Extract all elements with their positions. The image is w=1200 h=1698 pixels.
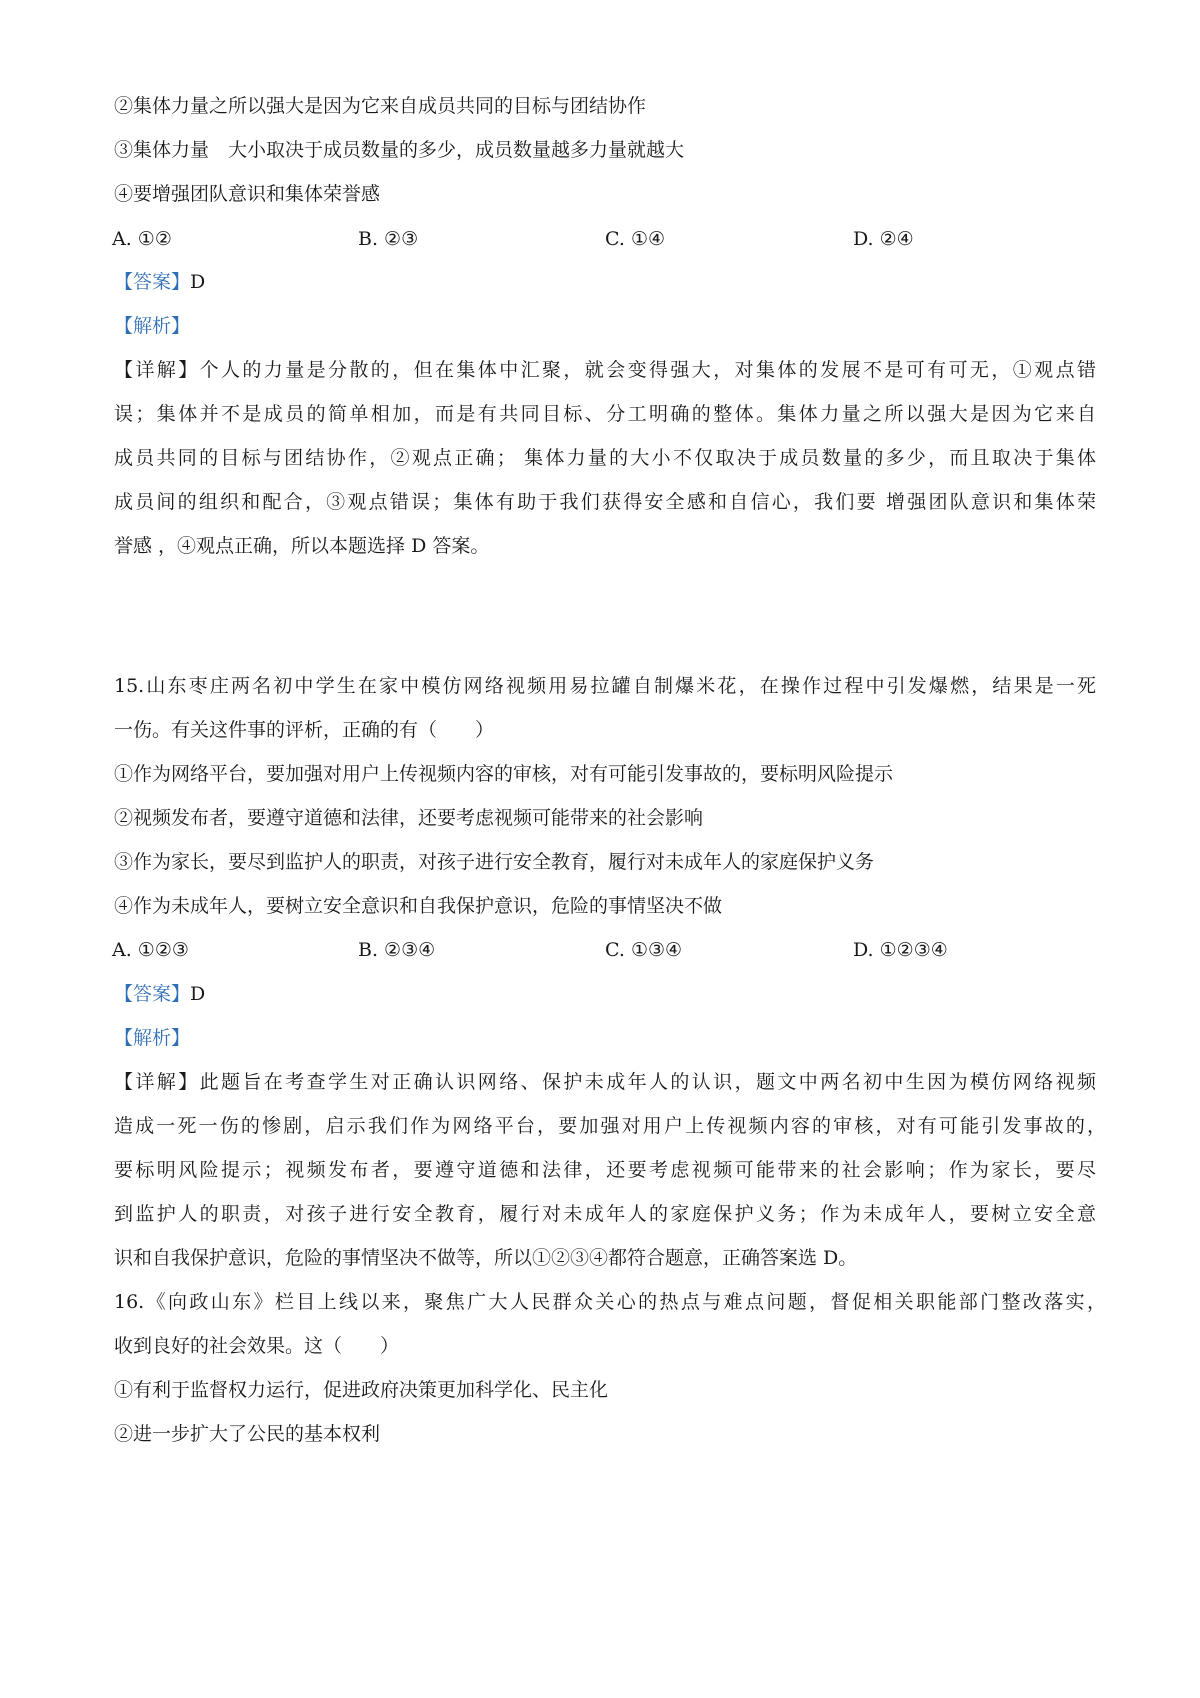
q15-detail-line-4: 到监护人的职责，对孩子进行安全教育，履行对未成年人的家庭保护义务；作为未成年人，要树立安全意 [114,1203,1096,1225]
q15-statement-3: ③作为家长，要尽到监护人的职责，对孩子进行安全教育，履行对未成年人的家庭保护义务 [114,851,875,873]
q14-detail-label: 【详解】 [114,359,200,381]
q15-detail-line-5: 识和自我保护意识，危险的事情坚决不做等，所以①②③④都符合题意，正确答案选 D。 [114,1247,858,1269]
q15-statement-1: ①作为网络平台，要加强对用户上传视频内容的审核，对有可能引发事故的，要标明风险提示 [114,763,894,785]
q14-analysis-label-text: 【解析】 [114,315,191,337]
q14-statement-2: ②集体力量之所以强大是因为它来自成员共同的目标与团结协作 [114,95,647,117]
q16-stem-line-2: 收到良好的社会效果。这（ ） [114,1335,400,1357]
q14-option-d: D. ②④ [853,228,914,250]
q14-detail-line-2: 误；集体并不是成员的简单相加，而是有共同目标、分工明确的整体。集体力量之所以强大是因为它来自 [114,403,1096,425]
q15-answer-line [114,981,205,1007]
q14-answer-line [114,269,205,295]
q14-detail-line-5: 誉感 ，④观点正确，所以本题选择 D 答案。 [114,535,490,557]
q14-detail-line-1 [114,357,1096,383]
q14-option-c: C. ①④ [605,228,666,250]
q14-statement-4: ④要增强团队意识和集体荣誉感 [114,183,381,205]
q15-detail-line-3: 要标明风险提示；视频发布者，要遵守道德和法律，还要考虑视频可能带来的社会影响；作为家长，要尽 [114,1159,1096,1181]
q15-detail-text-1: 此题旨在考查学生对正确认识网络、保护未成年人的认识，题文中两名初中生因为模仿网络视频 [199,1071,1096,1093]
q16-statement-2: ②进一步扩大了公民的基本权利 [114,1423,381,1445]
q15-detail-label: 【详解】 [114,1071,200,1093]
q15-option-b: B. ②③④ [358,939,436,961]
q14-analysis-label [114,313,190,339]
q14-option-a: A. ①② [112,228,172,250]
q14-detail-line-4: 成员间的组织和配合，③观点错误；集体有助于我们获得安全感和自信心，我们要 增强团队意识和集体荣 [114,491,1096,513]
q14-statement-3: ③集体力量 大小取决于成员数量的多少，成员数量越多力量就越大 [114,139,685,161]
q14-detail-line-3: 成员共同的目标与团结协作，②观点正确； 集体力量的大小不仅取决于成员数量的多少，而且取决于集体 [114,447,1096,469]
q16-stem-line-1: 16.《向政山东》栏目上线以来，聚焦广大人民群众关心的热点与难点问题，督促相关职能部门整改落实， [114,1291,1106,1313]
q15-detail-line-2: 造成一死一伤的惨剧，启示我们作为网络平台，要加强对用户上传视频内容的审核，对有可能引发事故的， [114,1115,1106,1137]
q14-answer-label: 【答案】 [114,271,191,293]
q15-statement-4: ④作为未成年人，要树立安全意识和自我保护意识，危险的事情坚决不做 [114,895,723,917]
q16-statement-1: ①有利于监督权力运行，促进政府决策更加科学化、民主化 [114,1379,609,1401]
q15-option-a: A. ①②③ [112,939,189,961]
q15-answer-value: D [190,983,206,1005]
q14-detail-text-1: 个人的力量是分散的，但在集体中汇聚，就会变得强大，对集体的发展不是可有可无，①观点错 [199,359,1096,381]
q15-option-c: C. ①③④ [605,939,683,961]
q15-analysis-label [114,1025,190,1051]
q14-option-b: B. ②③ [358,228,419,250]
q15-analysis-label-text: 【解析】 [114,1027,191,1049]
q15-option-d: D. ①②③④ [853,939,948,961]
q15-stem-line-1: 15.山东枣庄两名初中学生在家中模仿网络视频用易拉罐自制爆米花，在操作过程中引发爆燃，结果是一死 [114,675,1096,697]
q15-answer-label: 【答案】 [114,983,191,1005]
q15-detail-line-1 [114,1069,1096,1095]
q15-statement-2: ②视频发布者，要遵守道德和法律，还要考虑视频可能带来的社会影响 [114,807,704,829]
q15-stem-line-2: 一伤。有关这件事的评析，正确的有（ ） [114,719,495,741]
q14-answer-value: D [190,271,206,293]
